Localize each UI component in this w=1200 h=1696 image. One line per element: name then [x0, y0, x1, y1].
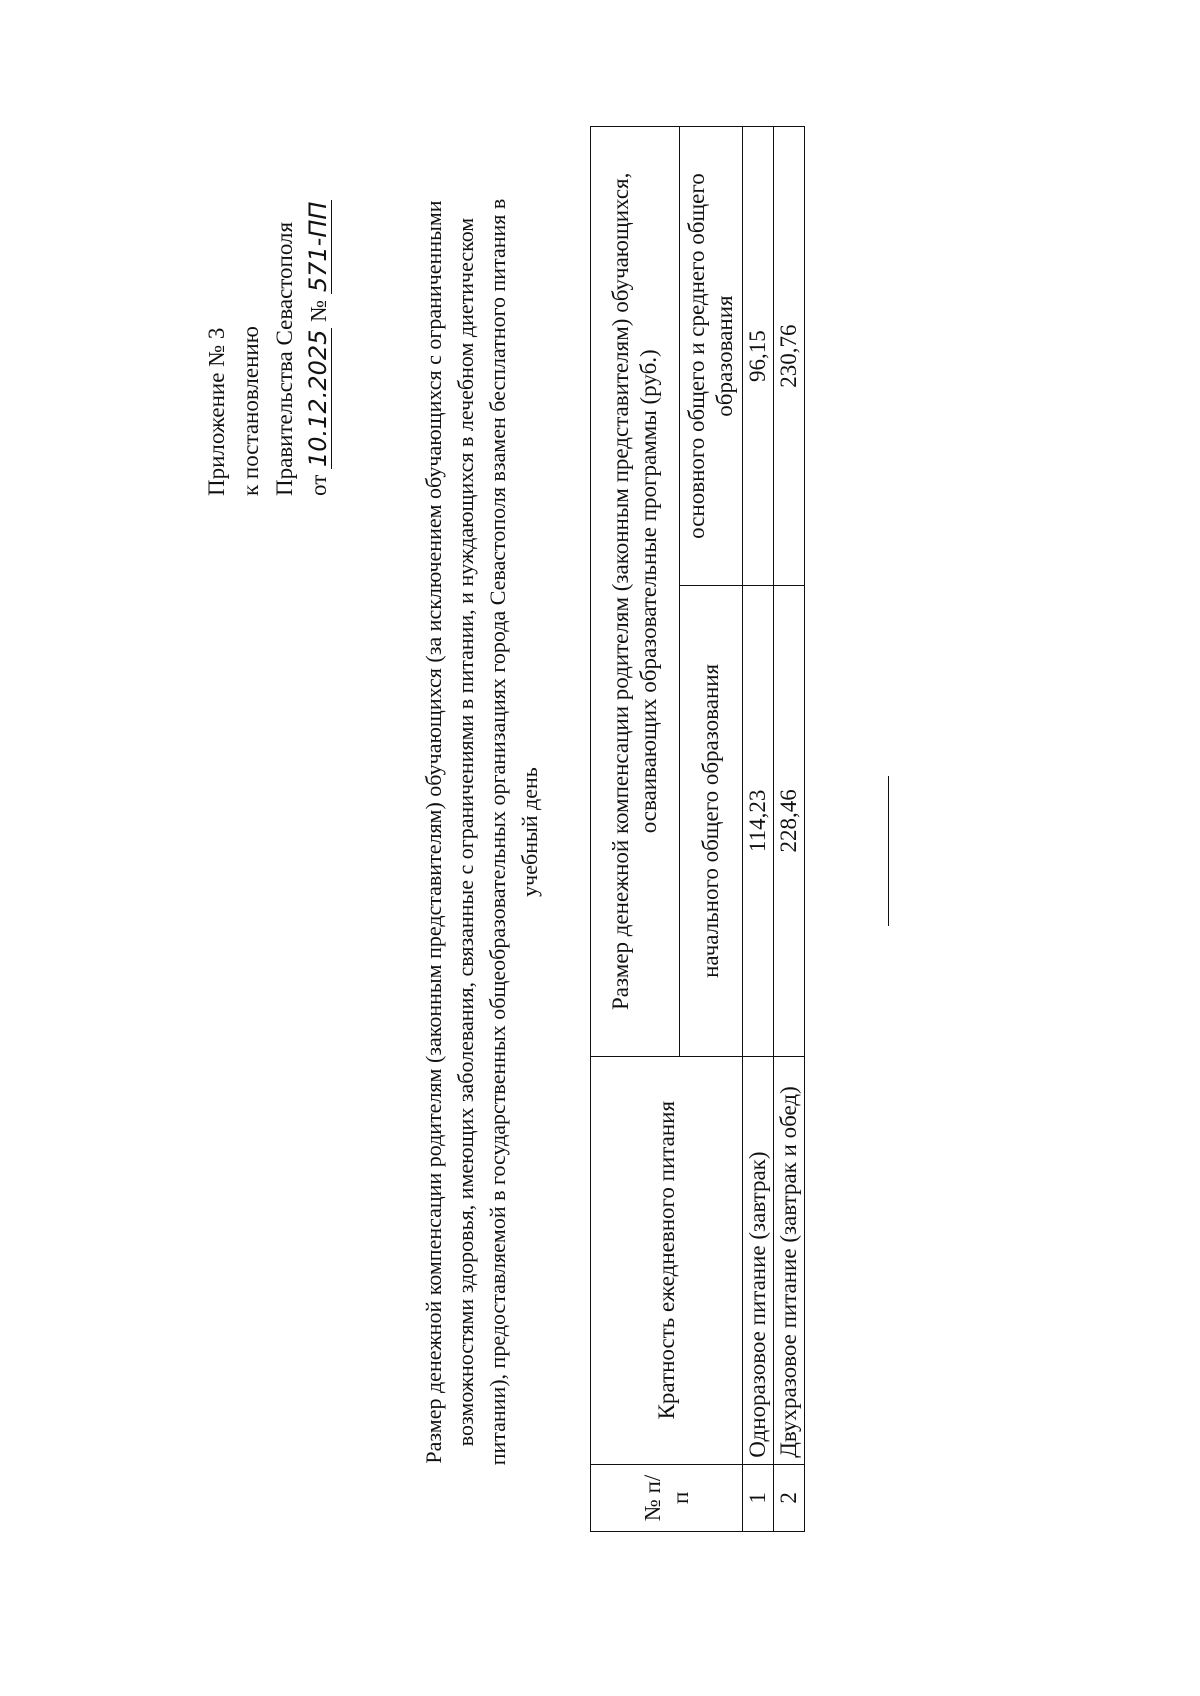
header-secondary-education: основного общего и среднего общего образования	[680, 127, 743, 586]
row-number: 2	[774, 1464, 805, 1531]
decree-date-line	[302, 136, 336, 496]
row-secondary-amount: 230,76	[774, 127, 805, 586]
row-primary-amount: 228,46	[774, 586, 805, 1056]
handwritten-number: 571-ПП	[304, 201, 332, 293]
header-meal-frequency: Кратность ежедневного питания	[591, 1056, 743, 1464]
table-header-row	[591, 127, 680, 1532]
table-row	[774, 127, 805, 1532]
handwritten-date: 10.12.2025	[304, 329, 332, 467]
from-label: от	[306, 474, 331, 496]
table-row	[743, 127, 774, 1532]
header-number: № п/п	[591, 1464, 743, 1531]
row-meal-kind: Двухразовое питание (завтрак и обед)	[774, 1056, 805, 1464]
approval-block	[200, 136, 336, 496]
document-title: Размер денежной компенсации родителям (законным представителям) обучающихся (за исключением обучающихся с ограниченными возможностями здоровья, имеющих заболевания, связанные с ограничениями в питании, и нуждающихся в лечебном диетическом питании), предоставляемой в государственных общеобразовательных организациях города Севастополя взамен бесплатного питания в учебный день	[421, 198, 542, 1466]
appendix-number: Приложение № 3	[204, 327, 229, 496]
row-secondary-amount: 96,15	[743, 127, 774, 586]
decree-reference: к постановлению	[238, 326, 263, 496]
compensation-table	[590, 126, 805, 1532]
closing-divider-line	[888, 776, 889, 926]
government-name: Правительства Севастополя	[272, 221, 297, 496]
number-label: №	[306, 299, 331, 322]
row-meal-kind: Одноразовое питание (завтрак)	[743, 1056, 774, 1464]
header-primary-education: начального общего образования	[680, 586, 743, 1056]
row-primary-amount: 114,23	[743, 586, 774, 1056]
row-number: 1	[743, 1464, 774, 1531]
header-compensation-group: Размер денежной компенсации родителям (законным представителям) обучающихся, осваивающих образовательные программы (руб.)	[591, 127, 680, 1057]
